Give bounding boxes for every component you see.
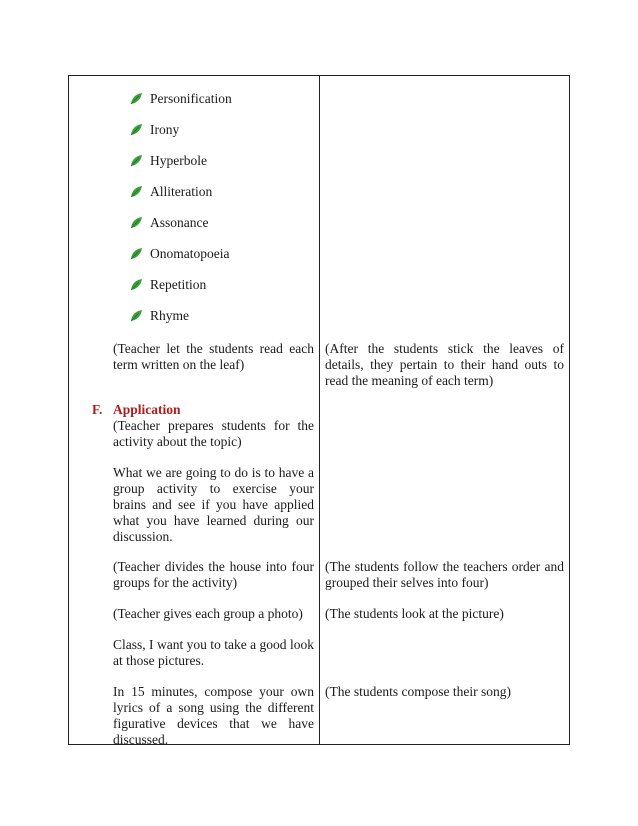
list-item-label: Alliteration (150, 184, 213, 199)
teacher-photo: (Teacher gives each group a photo) (113, 606, 303, 621)
leaf-icon (129, 154, 143, 168)
column-divider (319, 76, 320, 744)
list-item-label: Hyperbole (150, 153, 207, 168)
list-item-label: Assonance (150, 215, 209, 230)
teacher-read-leaf: (Teacher let the students read each term written on the leaf) (113, 341, 314, 372)
list-item (129, 245, 232, 276)
list-item (129, 214, 232, 245)
list-item-label: Personification (150, 91, 232, 106)
section-letter: F. (92, 402, 103, 417)
figurative-devices-list (129, 90, 232, 338)
leaf-icon (129, 247, 143, 261)
list-item (129, 276, 232, 307)
teacher-intro: What we are going to do is to have a group activity to exercise your brains and see if you have applied what you have learned during our discussion. (113, 465, 314, 544)
leaf-icon (129, 309, 143, 323)
students-look-picture: (The students look at the picture) (325, 606, 504, 621)
list-item-label: Onomatopoeia (150, 246, 230, 261)
list-item (129, 307, 232, 338)
leaf-icon (129, 185, 143, 199)
list-item (129, 90, 232, 121)
section-heading (92, 402, 181, 418)
teacher-compose: In 15 minutes, compose your own lyrics of a song using the different figurative devices that we have discussed. (113, 684, 314, 747)
list-item (129, 152, 232, 183)
lesson-plan-table (68, 75, 570, 745)
leaf-icon (129, 278, 143, 292)
list-item-label: Rhyme (150, 308, 189, 323)
teacher-prepares: (Teacher prepares students for the activity about the topic) (113, 418, 314, 449)
list-item-label: Irony (150, 122, 180, 137)
leaf-icon (129, 216, 143, 230)
students-follow: (The students follow the teachers order and grouped their selves into four) (325, 559, 564, 590)
leaf-icon (129, 123, 143, 137)
teacher-divides: (Teacher divides the house into four groups for the activity) (113, 559, 314, 590)
leaf-icon (129, 92, 143, 106)
students-stick-leaves: (After the students stick the leaves of details, they pertain to their hand outs to read the meaning of each term) (325, 341, 564, 388)
teacher-look: Class, I want you to take a good look at those pictures. (113, 637, 314, 668)
list-item-label: Repetition (150, 277, 207, 292)
students-compose-song: (The students compose their song) (325, 684, 511, 699)
section-title: Application (113, 402, 181, 417)
list-item (129, 183, 232, 214)
list-item (129, 121, 232, 152)
